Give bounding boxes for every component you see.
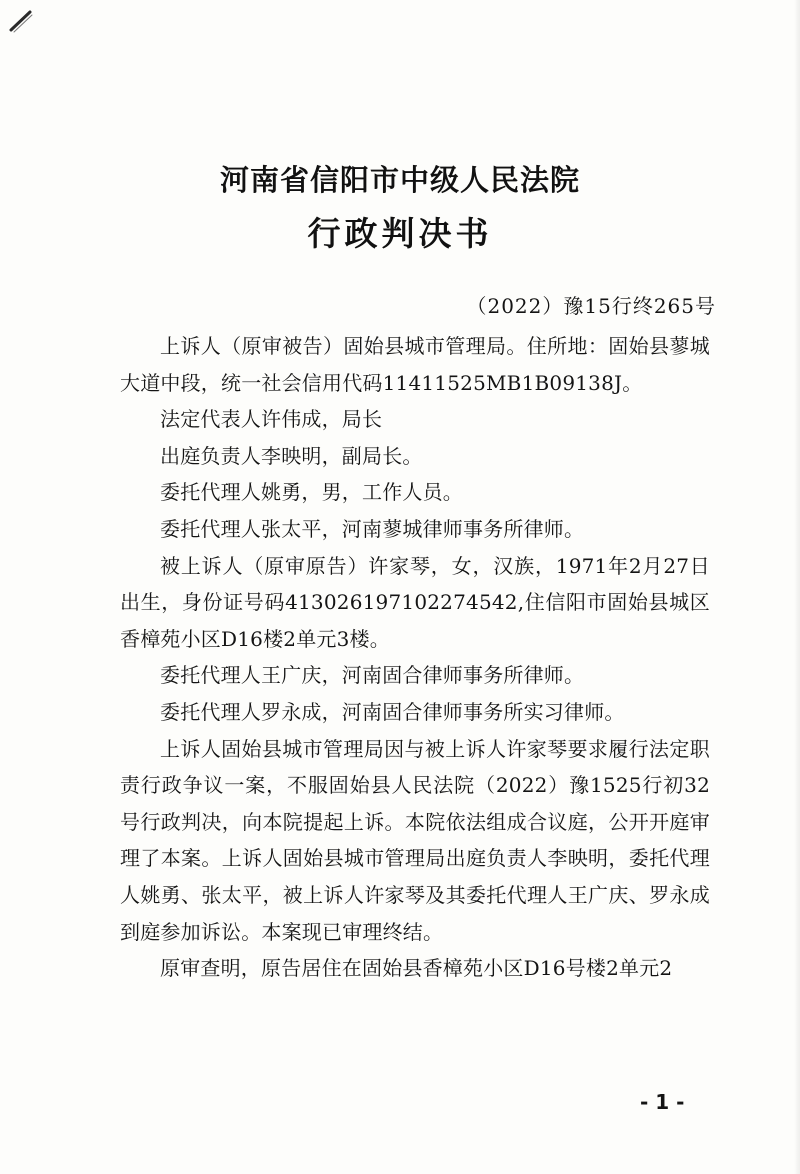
paragraph-legal-representative: 法定代表人许伟成，局长	[160, 407, 383, 432]
document-body	[120, 328, 710, 987]
scan-edge-shadow	[794, 0, 800, 1174]
staple-mark-icon	[8, 8, 34, 34]
page-number: - 1 -	[640, 1090, 685, 1114]
paragraph-agent-1: 委托代理人姚勇，男，工作人员。	[160, 480, 463, 505]
paragraph-case-summary: 上诉人固始县城市管理局因与被上诉人许家琴要求履行法定职责行政争议一案，不服固始县人民法院（2022）豫1525行初32号行政判决，向本院提起上诉。本院依法组成合议庭，公开开庭审理了本案。上诉人固始县城市管理局出庭负责人李映明，委托代理人姚勇、张太平，被上诉人许家琴及其委托代理人王广庆、罗永成到庭参加诉讼。本案现已审理终结。	[120, 736, 710, 944]
paragraph-responsible-person: 出庭负责人李映明，副局长。	[160, 443, 423, 468]
paragraph-appellee: 被上诉人（原审原告）许家琴，女，汉族，1971年2月27日出生，身份证号码413026197102274542,住信阳市固始县城区香樟苑小区D16楼2单元3楼。	[120, 553, 710, 651]
document-type-title: 行政判决书	[307, 214, 493, 253]
paragraph-appellee-agent-2: 委托代理人罗永成，河南固合律师事务所实习律师。	[160, 699, 625, 724]
case-number: （2022）豫15行终265号	[466, 294, 716, 318]
paragraph-appellee-agent-1: 委托代理人王广庆，河南固合律师事务所律师。	[160, 663, 585, 688]
paragraph-findings: 原审查明，原告居住在固始县香樟苑小区D16号楼2单元2	[160, 956, 673, 981]
court-name: 河南省信阳市中级人民法院	[219, 163, 580, 197]
paragraph-agent-2: 委托代理人张太平，河南蓼城律师事务所律师。	[160, 516, 585, 541]
paragraph-appellant: 上诉人（原审被告）固始县城市管理局。住所地：固始县蓼城大道中段，统一社会信用代码11411525MB1B09138J。	[120, 334, 710, 395]
